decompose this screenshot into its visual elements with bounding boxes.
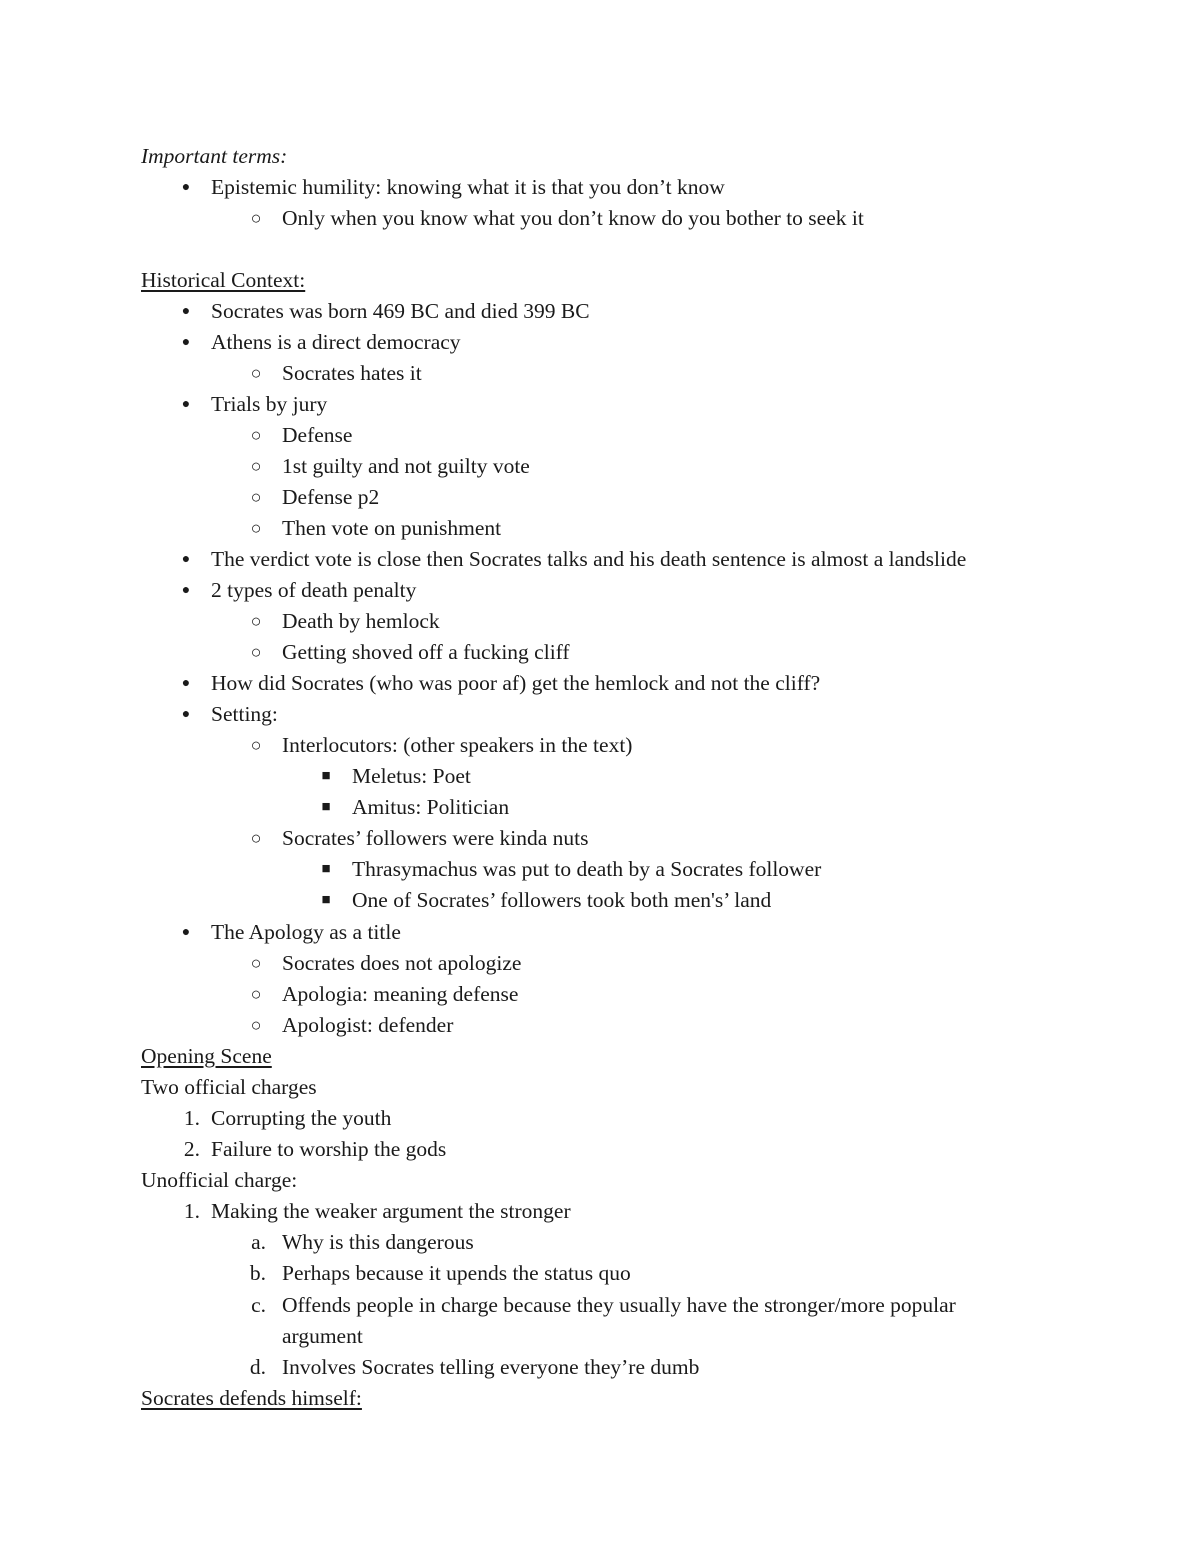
lettered-item: a. Why is this dangerous: [0, 1227, 1200, 1258]
circle-marker: ○: [250, 984, 262, 1004]
square-marker: ■: [321, 768, 331, 784]
circle-marker: ○: [250, 642, 262, 662]
numbered-item: 2. Failure to worship the gods: [0, 1134, 1200, 1165]
list-item: ○ Socrates’ followers were kinda nuts: [0, 823, 1200, 854]
paragraph-label: Unofficial charge:: [141, 1168, 298, 1192]
number-marker: 2.: [183, 1137, 200, 1161]
square-marker: ■: [321, 861, 331, 877]
bullet-marker: ●: [181, 707, 191, 722]
bullet-marker: ●: [181, 552, 191, 567]
circle-marker: ○: [250, 611, 262, 631]
section-heading-defense: Socrates defends himself:: [141, 1386, 362, 1410]
list-item: ○ Defense: [0, 420, 1200, 451]
paragraph-label: Two official charges: [141, 1075, 317, 1099]
section-heading-opening-scene: Opening Scene: [141, 1044, 272, 1068]
bullet-marker: ●: [181, 676, 191, 691]
letter-marker: b.: [249, 1261, 266, 1285]
list-item: ● Epistemic humility: knowing what it is that you don’t know: [0, 172, 1200, 203]
list-item: ● The verdict vote is close then Socrates talks and his death sentence is almost a landslide: [0, 544, 1200, 575]
letter-marker: a.: [251, 1230, 266, 1254]
circle-marker: ○: [250, 735, 262, 755]
list-item: ○ Then vote on punishment: [0, 513, 1200, 544]
circle-marker: ○: [250, 456, 262, 476]
bullet-marker: ●: [181, 180, 191, 195]
circle-marker: ○: [250, 828, 262, 848]
circle-marker: ○: [250, 518, 262, 538]
number-marker: 1.: [183, 1106, 200, 1130]
lettered-item: c. Offends people in charge because they usually have the stronger/more popular: [0, 1290, 1200, 1321]
list-item: ○ Socrates hates it: [0, 358, 1200, 389]
circle-marker: ○: [250, 425, 262, 445]
list-item: ■ One of Socrates’ followers took both men's’ land: [0, 885, 1200, 916]
list-item: ● Trials by jury: [0, 389, 1200, 420]
square-marker: ■: [321, 799, 331, 815]
bullet-marker: ●: [181, 583, 191, 598]
circle-marker: ○: [250, 1015, 262, 1035]
list-item: ■ Meletus: Poet: [0, 761, 1200, 792]
list-item: ● Socrates was born 469 BC and died 399 BC: [0, 296, 1200, 327]
circle-marker: ○: [250, 363, 262, 383]
list-item: ● The Apology as a title: [0, 917, 1200, 948]
list-item: ● Athens is a direct democracy: [0, 327, 1200, 358]
section-heading-historical-context: Historical Context:: [141, 268, 306, 292]
list-item: ○ Getting shoved off a fucking cliff: [0, 637, 1200, 668]
lettered-item-continuation: argument: [282, 1324, 363, 1348]
list-item: ■ Thrasymachus was put to death by a Socrates follower: [0, 854, 1200, 885]
bullet-marker: ●: [181, 925, 191, 940]
lettered-item: d. Involves Socrates telling everyone they’re dumb: [0, 1352, 1200, 1383]
numbered-item: 1. Corrupting the youth: [0, 1103, 1200, 1134]
list-item: ○ Defense p2: [0, 482, 1200, 513]
circle-marker: ○: [250, 487, 262, 507]
numbered-item: 1. Making the weaker argument the stronger: [0, 1196, 1200, 1227]
bullet-marker: ●: [181, 335, 191, 350]
list-item: ■ Amitus: Politician: [0, 792, 1200, 823]
list-item: ● 2 types of death penalty: [0, 575, 1200, 606]
list-item: ○ Apologist: defender: [0, 1010, 1200, 1041]
list-item: ○ Socrates does not apologize: [0, 948, 1200, 979]
list-item: ○ Death by hemlock: [0, 606, 1200, 637]
circle-marker: ○: [250, 208, 262, 228]
bullet-marker: ●: [181, 304, 191, 319]
list-item: ○ Interlocutors: (other speakers in the text): [0, 730, 1200, 761]
list-item: ○ Only when you know what you don’t know do you bother to seek it: [0, 203, 1200, 234]
square-marker: ■: [321, 892, 331, 908]
circle-marker: ○: [250, 953, 262, 973]
list-item: ○ Apologia: meaning defense: [0, 979, 1200, 1010]
list-item: ○ 1st guilty and not guilty vote: [0, 451, 1200, 482]
bullet-marker: ●: [181, 397, 191, 412]
lettered-item: b. Perhaps because it upends the status quo: [0, 1258, 1200, 1289]
list-item: ● Setting:: [0, 699, 1200, 730]
letter-marker: d.: [249, 1355, 266, 1379]
list-item: ● How did Socrates (who was poor af) get the hemlock and not the cliff?: [0, 668, 1200, 699]
letter-marker: c.: [251, 1293, 266, 1317]
number-marker: 1.: [183, 1199, 200, 1223]
section-heading-important-terms: Important terms:: [141, 144, 288, 168]
